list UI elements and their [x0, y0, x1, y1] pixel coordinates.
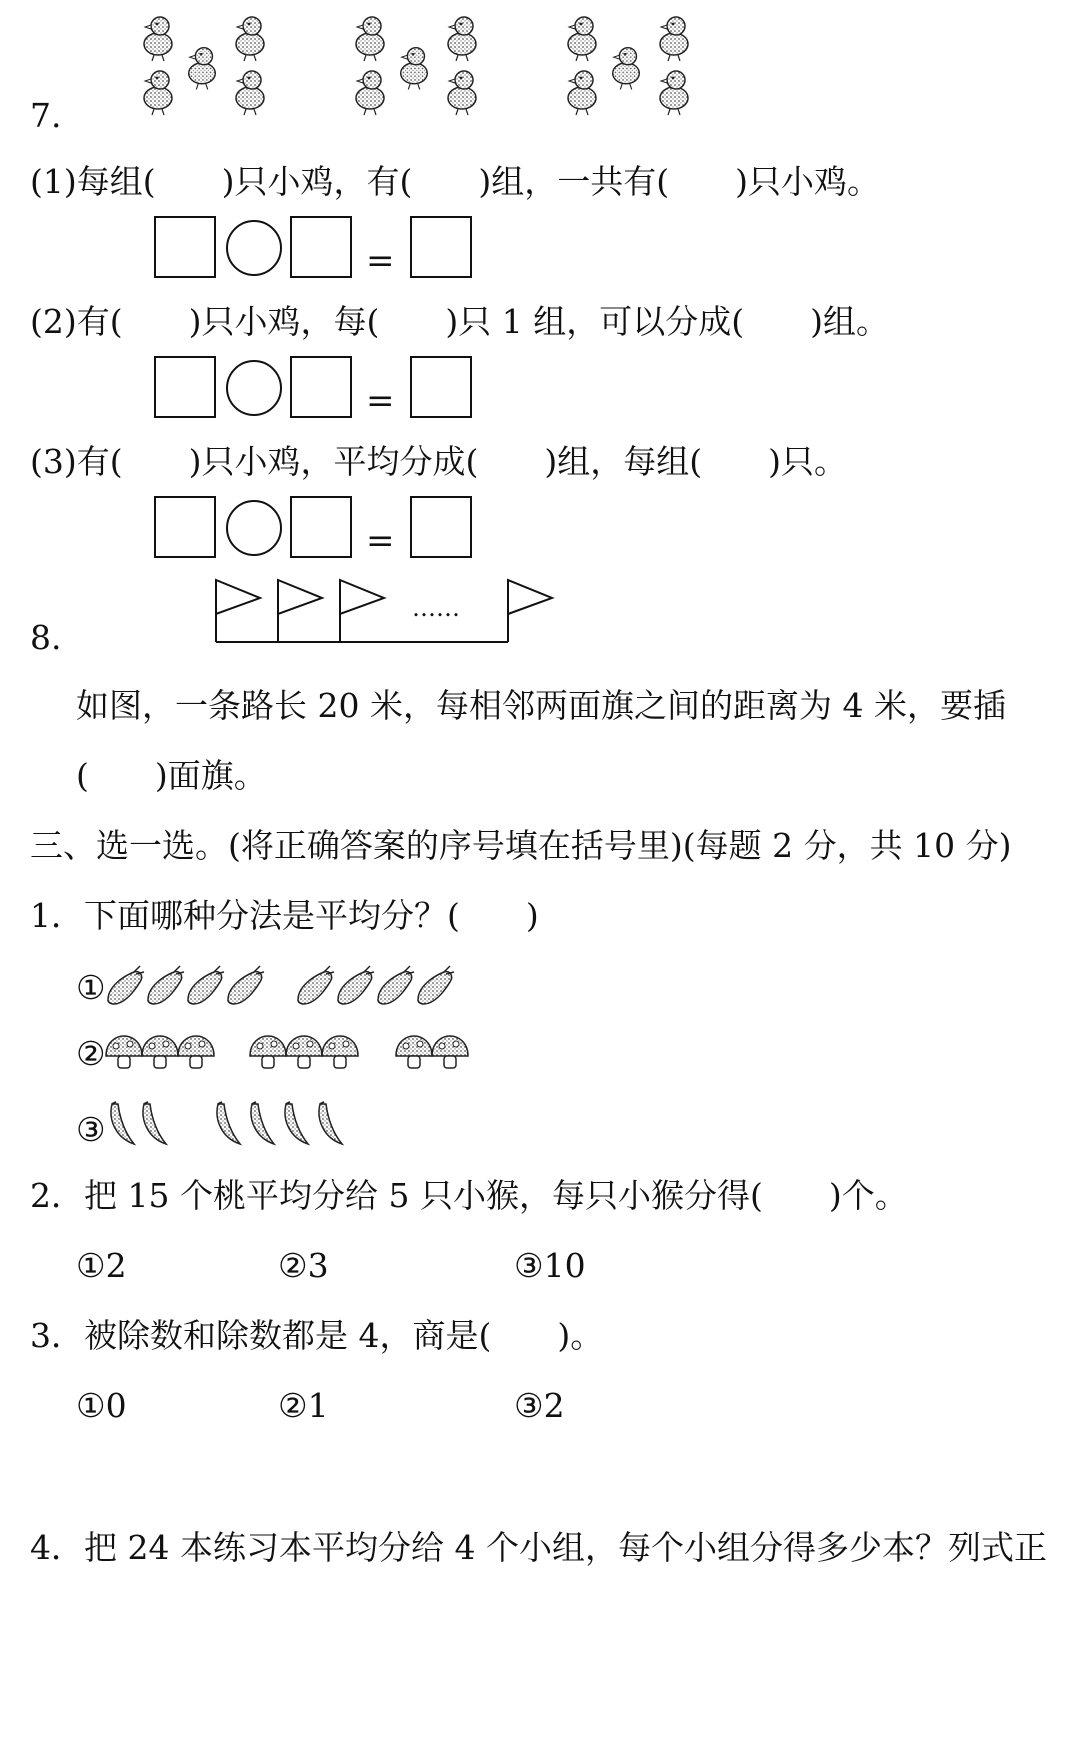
operator-circle[interactable]	[226, 360, 282, 416]
s3-q2-option-2[interactable]: ②3	[278, 1246, 329, 1285]
chick-icon	[568, 71, 596, 115]
q7-sub3-text: (3)有( )只小鸡，平均分成( )组，每组( )只。	[30, 442, 847, 481]
mushroom-icon	[142, 1036, 178, 1068]
s3-q3-option-2[interactable]: ②1	[278, 1386, 329, 1425]
s3-q2-option-1[interactable]: ①2	[76, 1246, 127, 1285]
s3-q1-option3-label[interactable]: ③	[76, 1110, 106, 1149]
answer-box[interactable]	[290, 496, 352, 558]
eggplant-groups-illustration	[100, 956, 520, 1016]
flags-road-diagram	[210, 574, 570, 654]
banana-icon	[285, 1102, 308, 1144]
mushroom-icon	[178, 1036, 214, 1068]
eggplant-icon	[378, 966, 414, 1004]
banana-icon	[319, 1102, 342, 1144]
q7-sub2-text: (2)有( )只小鸡，每( )只 1 组，可以分成( )组。	[30, 302, 889, 341]
chick-icon	[356, 71, 384, 115]
mushroom-icon	[432, 1036, 468, 1068]
chick-icon	[568, 17, 596, 61]
equals-sign: =	[366, 381, 395, 421]
mushroom-icon	[286, 1036, 322, 1068]
equals-sign: =	[366, 241, 395, 281]
equals-sign: =	[366, 521, 395, 561]
eggplant-icon	[188, 966, 224, 1004]
s3-q1-stem: 1．下面哪种分法是平均分？( )	[30, 896, 539, 935]
chick-icon	[144, 17, 172, 61]
mushroom-icon	[106, 1036, 142, 1068]
eggplant-icon	[338, 966, 374, 1004]
chick-icon	[144, 71, 172, 115]
chick-icon	[448, 71, 476, 115]
question-8-number: 8.	[30, 618, 62, 657]
answer-box[interactable]	[290, 356, 352, 418]
answer-box[interactable]	[290, 216, 352, 278]
chick-icon	[189, 48, 216, 90]
s3-q3-option-1[interactable]: ①0	[76, 1386, 127, 1425]
operator-circle[interactable]	[226, 220, 282, 276]
s3-q1-option1-label[interactable]: ①	[76, 968, 106, 1007]
mushroom-groups-illustration	[100, 1028, 520, 1078]
mushroom-icon	[396, 1036, 432, 1068]
banana-icon	[251, 1102, 274, 1144]
eggplant-icon	[228, 966, 264, 1004]
operator-circle[interactable]	[226, 500, 282, 556]
chick-icon	[660, 71, 688, 115]
question-7-number: 7.	[30, 96, 62, 135]
mushroom-icon	[322, 1036, 358, 1068]
answer-box[interactable]	[154, 216, 216, 278]
chick-icon	[236, 17, 264, 61]
ellipsis-dots: ……	[412, 594, 460, 622]
s3-q4-stem: 4．把 24 本练习本平均分给 4 个小组，每个小组分得多少本？列式正	[30, 1528, 1047, 1567]
answer-box[interactable]	[410, 356, 472, 418]
eggplant-icon	[108, 966, 144, 1004]
eggplant-icon	[148, 966, 184, 1004]
s3-q3-stem: 3．被除数和除数都是 4，商是( )。	[30, 1316, 604, 1355]
eggplant-icon	[418, 966, 454, 1004]
banana-icon	[111, 1102, 134, 1144]
chick-icon	[613, 48, 640, 90]
mushroom-icon	[250, 1036, 286, 1068]
chick-icon	[660, 17, 688, 61]
q8-text-line2: ( )面旗。	[76, 756, 267, 795]
eggplant-icon	[298, 966, 334, 1004]
s3-q2-stem: 2．把 15 个桃平均分给 5 只小猴，每只小猴分得( )个。	[30, 1176, 908, 1215]
banana-icon	[217, 1102, 240, 1144]
s3-q2-option-3[interactable]: ③10	[514, 1246, 586, 1285]
banana-icon	[143, 1102, 166, 1144]
answer-box[interactable]	[410, 216, 472, 278]
chick-icon	[356, 17, 384, 61]
banana-groups-illustration	[100, 1094, 400, 1154]
chick-icon	[448, 17, 476, 61]
chick-groups-illustration	[0, 0, 1080, 140]
s3-q3-option-3[interactable]: ③2	[514, 1386, 565, 1425]
chick-icon	[236, 71, 264, 115]
q8-text-line1: 如图，一条路长 20 米，每相邻两面旗之间的距离为 4 米，要插	[76, 686, 1006, 725]
answer-box[interactable]	[154, 356, 216, 418]
section-3-heading: 三、选一选。(将正确答案的序号填在括号里)(每题 2 分，共 10 分)	[30, 826, 1012, 865]
chick-icon	[401, 48, 428, 90]
s3-q1-option2-label[interactable]: ②	[76, 1034, 106, 1073]
answer-box[interactable]	[410, 496, 472, 558]
answer-box[interactable]	[154, 496, 216, 558]
q7-sub1-text: (1)每组( )只小鸡，有( )组，一共有( )只小鸡。	[30, 162, 880, 201]
